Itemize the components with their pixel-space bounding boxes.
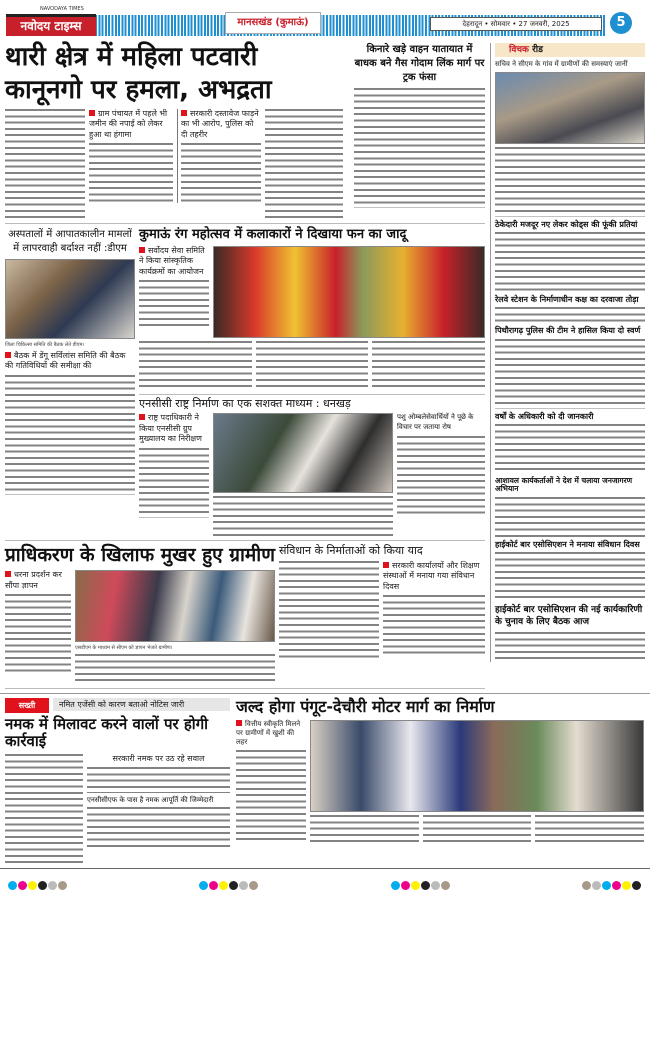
hospital-sub bbox=[5, 351, 135, 372]
lead-body-3 bbox=[181, 143, 261, 203]
constitution-sub bbox=[383, 561, 485, 592]
kumaon-sub-text: सर्वोदय सेवा समिति ने किया सांस्कृतिक कार्यक्रमों का आयोजन bbox=[139, 245, 205, 276]
ncc-photo bbox=[213, 413, 393, 493]
salt-headline: नमक में मिलावट करने वालों पर होगी कार्रवाई bbox=[5, 715, 209, 751]
hospital-photo bbox=[5, 259, 135, 339]
lead-row bbox=[5, 43, 485, 224]
salt-sub: सरकारी नमक पर उठ रहे सवाल bbox=[112, 753, 205, 763]
salt-body-1 bbox=[5, 754, 83, 864]
main-area bbox=[0, 40, 650, 693]
row-3 bbox=[5, 545, 485, 689]
truck-body-1 bbox=[354, 88, 485, 208]
ncc-row bbox=[139, 413, 485, 536]
right-h1: ठेकेदारी मजदूर नए लेकर कोड्स की फूंकी प्रतियां bbox=[495, 220, 638, 230]
lead-col-3 bbox=[177, 109, 261, 203]
road-photo bbox=[310, 720, 644, 812]
section-title: मानसखंड (कुमाऊं) bbox=[225, 12, 321, 34]
kumaon-sub bbox=[139, 246, 209, 277]
kumaon-side bbox=[139, 246, 209, 330]
lead-headline-2: कानूनगो पर हमला, अभद्रता bbox=[5, 74, 272, 105]
lead-sub-1-text: ग्राम पंचायत में पहले भी जमीन की नपाई को लेकर हुआ था हंगामा bbox=[89, 108, 168, 139]
constitution-body-2 bbox=[383, 595, 485, 655]
truck-headline: किनारे खड़े वाहन यातायात में बाधक बने गैस गोदाम लिंक मार्ग पर ट्रक फंसा bbox=[354, 44, 485, 83]
color-registration-marks bbox=[0, 868, 650, 900]
right-column bbox=[490, 43, 645, 662]
right-body-8 bbox=[495, 632, 645, 662]
lead-sub-2-text: सरकारी दस्तावेज फाड़ने का भी आरोप, पुलिस को दी तहरीर bbox=[181, 108, 259, 139]
constitution-body-1 bbox=[279, 561, 379, 661]
right-sub: सचिव ने सीएम के गांव में ग्रामीणों की समस्याएं जानीं bbox=[495, 60, 628, 68]
constitution-story bbox=[279, 545, 485, 661]
hospital-sub-text: बैठक में डेंगू सर्विलांस समिति की बैठक की गतिविधियों की समीक्षा की bbox=[5, 350, 126, 371]
lead-body-4 bbox=[265, 109, 343, 219]
kumaon-body-2 bbox=[139, 341, 252, 391]
truck-story bbox=[354, 43, 485, 208]
dateline: देहरादून • सोमवार • 27 जनवरी, 2025 bbox=[430, 17, 602, 31]
right-h2: रेलवे स्टेशन के निर्माणाधीन कक्ष का दरवाजा तोड़ा bbox=[495, 295, 639, 305]
villagers-caption: एसडीएम के माध्यम से सीएम को ज्ञापन भेजते ग्रामीण। bbox=[75, 645, 173, 652]
lead-col-2 bbox=[89, 109, 173, 203]
road-body-4 bbox=[535, 815, 644, 845]
road-sub-text: वित्तीय स्वीकृति मिलने पर ग्रामीणों में खुशी की लहर bbox=[236, 719, 301, 746]
center-stories bbox=[139, 228, 485, 537]
hospital-caption: जिला चिकित्सा समिति की बैठक लेते डीएम। bbox=[5, 341, 85, 348]
kicker: NAVODAYA TIMES bbox=[40, 6, 84, 12]
kumaon-photo bbox=[213, 246, 485, 338]
kumaon-body-1 bbox=[139, 280, 209, 330]
road-sub bbox=[236, 720, 306, 747]
villagers-photo-col bbox=[75, 570, 275, 684]
kumaon-body-row bbox=[139, 341, 485, 391]
tag-black: रीड bbox=[532, 45, 543, 55]
lead-headline-1: थारी क्षेत्र में महिला पटवारी bbox=[5, 42, 258, 72]
right-body-4 bbox=[495, 339, 645, 409]
villagers-sub bbox=[5, 570, 71, 591]
salt-body-2 bbox=[87, 767, 230, 793]
ncc-side-col bbox=[139, 413, 209, 517]
ncc-right-col bbox=[397, 413, 485, 516]
ncc-body-2 bbox=[213, 496, 393, 536]
right-body-2 bbox=[495, 232, 645, 292]
hospital-headline: अस्पतालों में आपातकालीन मामलों में लापरवाही बर्दाश्त नहीं :डीएम bbox=[8, 228, 132, 254]
kumaon-row bbox=[139, 246, 485, 338]
hospital-story bbox=[5, 228, 135, 495]
constitution-headline: संविधान के निर्माताओं को किया याद bbox=[279, 544, 423, 558]
page-number: 5 bbox=[610, 12, 632, 34]
salt-body-3 bbox=[87, 807, 230, 847]
villagers-body-2 bbox=[75, 654, 275, 684]
right-body-6 bbox=[495, 497, 645, 537]
left-main bbox=[5, 43, 485, 693]
lead-sub-2 bbox=[181, 109, 261, 140]
right-photo bbox=[495, 72, 645, 144]
kumaon-body-3 bbox=[256, 341, 369, 391]
road-body-3 bbox=[423, 815, 532, 845]
right-h7: हाईकोर्ट बार एसोसिएशन की नई कार्यकारिणी के चुनाव के लिए बैठक आज bbox=[495, 605, 643, 627]
constitution-sub-text: सरकारी कार्यालयों और शिक्षण संस्थाओं में मनाया गया संविधान दिवस bbox=[383, 561, 480, 591]
right-body-7 bbox=[495, 552, 645, 602]
salt-right bbox=[87, 754, 230, 847]
villagers-body-1 bbox=[5, 594, 71, 674]
tag-red: विचक bbox=[509, 45, 529, 55]
lead-story bbox=[5, 43, 350, 219]
salt-row bbox=[5, 754, 230, 864]
road-side bbox=[236, 720, 306, 840]
villagers-row bbox=[5, 570, 275, 684]
lead-body-2 bbox=[89, 143, 173, 203]
villagers-side bbox=[5, 570, 71, 674]
right-h3: पिथौरागढ़ पुलिस की टीम ने हासिल किया दो स्वर्ण bbox=[495, 326, 641, 336]
road-body-1 bbox=[236, 750, 306, 840]
constitution-side bbox=[383, 561, 485, 655]
right-h5: आशावल कार्यकर्ताओं ने देश में चलाया जनजागरण अभियान bbox=[495, 475, 633, 494]
right-body-5 bbox=[495, 424, 645, 474]
salt-kicker: नमित एजेंसी को कारण बताओ नोटिस जारी bbox=[53, 698, 230, 711]
kumaon-headline: कुमाऊं रंग महोत्सव में कलाकारों ने दिखाया फन का जादू bbox=[139, 226, 407, 242]
road-body-row bbox=[310, 815, 644, 845]
kumaon-body-4 bbox=[372, 341, 485, 391]
ncc-body-4 bbox=[397, 436, 485, 516]
ncc-side-headline: पशु ओम्बलेसेवार्थियों ने पूछे के विचार पर जताया रोष bbox=[397, 413, 474, 432]
salt-kicker-row bbox=[5, 698, 230, 713]
villagers-story bbox=[5, 545, 275, 684]
constitution-row bbox=[279, 561, 485, 661]
logo: नवोदय टाइम्स bbox=[6, 14, 96, 36]
hospital-body-1 bbox=[5, 375, 135, 495]
ncc-body-1 bbox=[139, 448, 209, 518]
right-tag bbox=[495, 43, 645, 57]
lead-body-1 bbox=[5, 109, 85, 219]
ncc-headline: एनसीसी राष्ट्र निर्माण का एक सशक्त माध्यम : धनखड़ bbox=[139, 394, 485, 411]
ncc-center bbox=[213, 413, 393, 536]
right-body-1 bbox=[495, 147, 645, 217]
villagers-headline: प्राधिकरण के खिलाफ मुखर हुए ग्रामीण bbox=[5, 544, 275, 567]
road-body-2 bbox=[310, 815, 419, 845]
right-h4: वर्षों के अधिकारी को दी जानकारी bbox=[495, 411, 594, 421]
road-story bbox=[236, 698, 644, 844]
ncc-sub bbox=[139, 413, 209, 444]
lead-columns bbox=[5, 109, 350, 219]
road-main bbox=[310, 720, 644, 845]
road-row bbox=[236, 720, 644, 845]
salt-sub2: एनसीसीएफ के पास है नमक आपूर्ति की जिम्मेदारी bbox=[87, 796, 214, 805]
road-headline: जल्द होगा पंगूट-देचौरी मोटर मार्ग का निर्माण bbox=[236, 697, 495, 717]
row-2 bbox=[5, 228, 485, 542]
ncc-sub-text: राष्ट्र पदाधिकारी ने किया एनसीसी ग्रुप मुख्यालय का निरीक्षण bbox=[139, 413, 202, 444]
masthead bbox=[0, 0, 650, 40]
villagers-photo bbox=[75, 570, 275, 642]
right-h6: हाईकोर्ट बार एसोसिएशन ने मनाया संविधान दिवस bbox=[495, 540, 640, 550]
bottom-band bbox=[0, 693, 650, 864]
salt-story bbox=[5, 698, 230, 864]
salt-tag: सख्ती bbox=[5, 698, 49, 713]
right-body-3 bbox=[495, 307, 645, 323]
lead-sub-1 bbox=[89, 109, 173, 140]
villagers-sub-text: धरना प्रदर्शन कर सौंपा ज्ञापन bbox=[5, 570, 62, 590]
